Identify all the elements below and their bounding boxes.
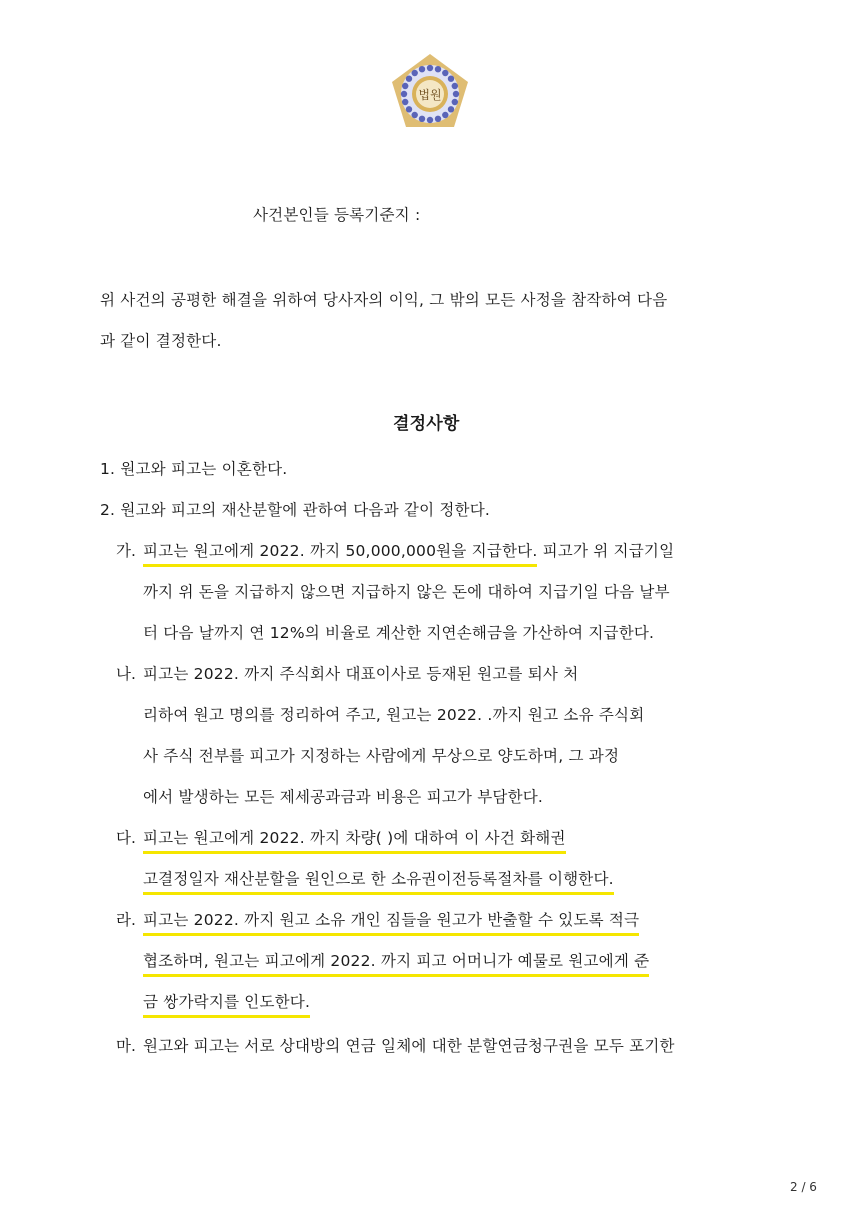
sub-na-line-1: 피고는 2022. 까지 주식회사 대표이사로 등재된 원고를 퇴사 처 [143,665,579,683]
highlighted-text: 금 쌍가락지를 인도한다. [143,993,310,1018]
sub-ma-line-1: 원고와 피고는 서로 상대방의 연금 일체에 대한 분할연금청구권을 모두 포기한 [143,1037,675,1055]
sub-marker-ga: 가. [116,542,136,560]
sub-ra-line-3 [143,991,310,1013]
sub-ra-line-2 [143,950,649,972]
preamble-line-1: 위 사건의 공평한 해결을 위하여 당사자의 이익, 그 밖의 모든 사정을 참작하여 다음 [100,291,668,309]
item-1: 1. 원고와 피고는 이혼한다. [100,460,288,478]
item-2: 2. 원고와 피고의 재산분할에 관하여 다음과 같이 정한다. [100,501,491,519]
sub-na-line-2: 리하여 원고 명의를 정리하여 주고, 원고는 2022. .까지 원고 소유 주식회 [143,706,645,724]
sub-marker-ma: 마. [116,1037,136,1055]
page-number: 2 / 6 [790,1180,817,1194]
sub-marker-da: 다. [116,829,136,847]
highlighted-text: 협조하며, 원고는 피고에게 2022. 까지 피고 어머니가 예물로 원고에게 준 [143,952,649,977]
preamble-line-2: 과 같이 결정한다. [100,332,222,350]
sub-ra-line-1 [143,909,639,931]
highlighted-text: 피고는 2022. 까지 원고 소유 개인 짐들을 원고가 반출할 수 있도록 적극 [143,911,639,936]
party-line: 사건본인들 등록기준지 : [253,206,421,224]
section-title: 결정사항 [393,414,460,434]
highlighted-text: 피고는 원고에게 2022. 까지 차량( )에 대하여 이 사건 화해권 [143,829,566,854]
sub-ga-line-1-rest: 피고가 위 지급기일 [537,542,675,560]
court-seal-icon [387,52,473,136]
sub-da-line-2 [143,868,614,890]
sub-na-line-4: 에서 발생하는 모든 제세공과금과 비용은 피고가 부담한다. [143,788,544,806]
sub-marker-na: 나. [116,665,136,683]
sub-ga-line-3: 터 다음 날까지 연 12%의 비율로 계산한 지연손해금을 가산하여 지급한다. [143,624,655,642]
sub-ga-line-2: 까지 위 돈을 지급하지 않으면 지급하지 않은 돈에 대하여 지급기일 다음 날부 [143,583,670,601]
sub-ga-line-1 [143,540,674,562]
highlighted-text: 고결정일자 재산분할을 원인으로 한 소유권이전등록절차를 이행한다. [143,870,614,895]
sub-marker-ra: 라. [116,911,136,929]
highlighted-text: 피고는 원고에게 2022. 까지 50,000,000원을 지급한다. [143,542,537,567]
seal-text: 법원 [418,88,442,102]
sub-na-line-3: 사 주식 전부를 피고가 지정하는 사람에게 무상으로 양도하며, 그 과정 [143,747,620,765]
sub-da-line-1 [143,827,566,849]
